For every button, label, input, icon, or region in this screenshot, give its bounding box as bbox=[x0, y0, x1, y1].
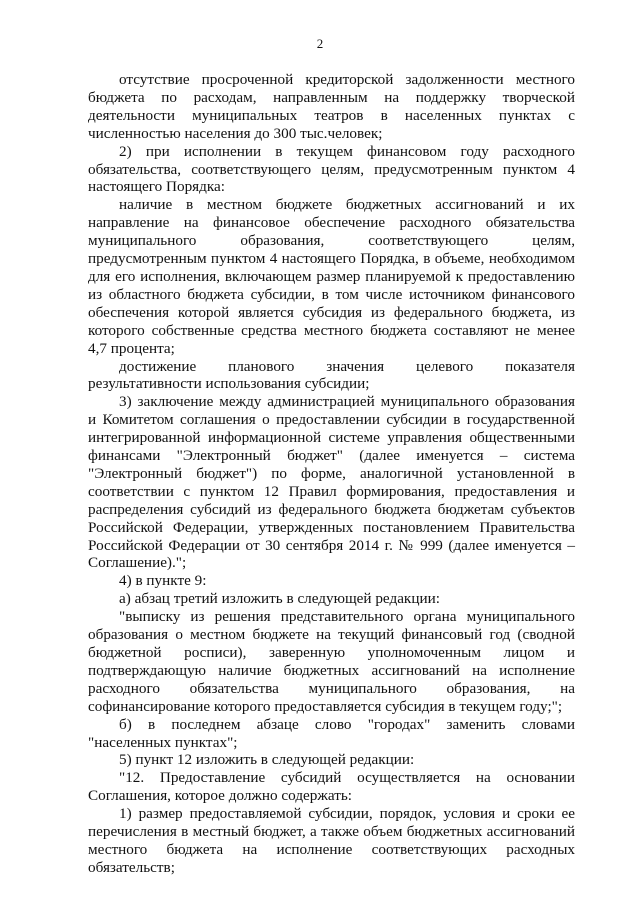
paragraph-condition-3: 3) заключение между администрацией муниципального образования и Комитетом соглашения о предоставлении субсидии в государственной интегрированной информационной системе управления общественными финансами "Электронный бюджет" (далее именуется – система "Электронный бюджет") по форме, аналогичной установленной в соответствии с пунктом 12 Правил формирования, предоставления и распределения субсидий из федерального бюджета бюджетам субъектов Российской Федерации, утвержденных постановлением Правительства Российской Федерации от 30 сентября 2014 г. № 999 (далее именуется – Соглашение)."; bbox=[88, 393, 575, 572]
paragraph-target-indicator: достижение планового значения целевого показателя результативности использования субсидии; bbox=[88, 357, 575, 393]
paragraph-point-12-1: 1) размер предоставляемой субсидии, порядок, условия и сроки ее перечисления в местный бюджет, а также объем бюджетных ассигнований местного бюджета на исполнение соответствующих расходных обязательств; bbox=[88, 805, 575, 876]
paragraph-point-4: 4) в пункте 9: bbox=[119, 572, 207, 590]
paragraph-point-5: 5) пункт 12 изложить в следующей редакции: bbox=[119, 751, 415, 769]
paragraph-point-4a: а) абзац третий изложить в следующей редакции: bbox=[119, 590, 440, 608]
paragraph-extract-quote: "выписку из решения представительного органа муниципального образования о местном бюджете на текущий финансовый год (сводной бюджетной росписи), заверенную уполномоченным лицом и подтверждающую наличие бюджетных ассигнований на исполнение расходного обязательства муниципального образования, на софинансирование которого предоставляется субсидия в текущем году;"; bbox=[88, 608, 575, 715]
document-body bbox=[88, 71, 575, 877]
paragraph-point-12: "12. Предоставление субсидий осуществляется на основании Соглашения, которое должно содержать: bbox=[88, 769, 575, 805]
paragraph-condition-2: 2) при исполнении в текущем финансовом году расходного обязательства, соответствующего целям, предусмотренным пунктом 4 настоящего Порядка: bbox=[88, 142, 575, 196]
paragraph-point-4b: б) в последнем абзаце слово "городах" заменить словами "населенных пунктах"; bbox=[88, 715, 575, 751]
paragraph-arrears-absence: отсутствие просроченной кредиторской задолженности местного бюджета по расходам, направленным на поддержку творческой деятельности муниципальных театров в населенных пунктах с численностью населения до 300 тыс.человек; bbox=[88, 71, 575, 142]
page-number: 2 bbox=[316, 36, 324, 51]
paragraph-budget-allocations: наличие в местном бюджете бюджетных ассигнований и их направление на финансовое обеспечение расходного обязательства муниципального образования, соответствующего целям, предусмотренным пунктом 4 настоящего Порядка, в объеме, необходимом для его исполнения, включающем размер планируемой к предоставлению из областного бюджета субсидии, в том числе источником финансового обеспечения которой является субсидия из федерального бюджета, из которого собственные средства местного бюджета составляют не менее 4,7 процента; bbox=[88, 196, 575, 357]
